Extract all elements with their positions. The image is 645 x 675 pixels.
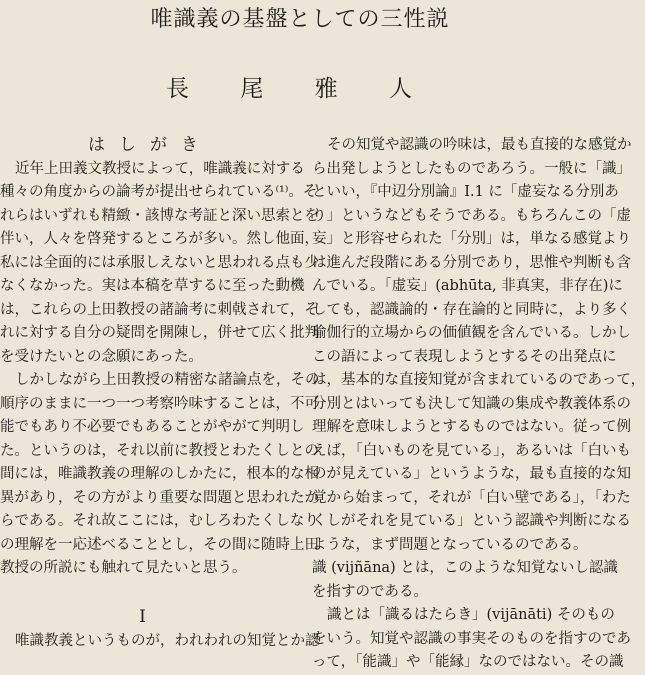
body-line: は進んだ段階にある分別であり，思惟や判断も含	[312, 254, 631, 271]
body-line: えば，「白いものを見ている」，あるいは「白いも	[312, 442, 631, 459]
body-line: しても，認識論的・存在論的と同時に，より多く	[312, 301, 631, 318]
body-line: 異があり，その方がより重要な問題と思われたか	[0, 489, 319, 506]
left-column	[0, 134, 320, 653]
body-line: は，これらの上田教授の諸論考に刺戟されて，そ	[0, 301, 319, 318]
body-line: 種々の角度からの論考が提出せられている⁽¹⁾。そ	[0, 184, 318, 200]
section-heading-roman-one: I	[139, 607, 146, 627]
body-line: なくなかった。実は本稿を草するに至った動機	[0, 278, 305, 294]
body-line: 順序のままに一つ一つ考察吟味することは，不可	[0, 395, 319, 412]
body-line: 伴い，人々を啓発するところが多い。然し他面，	[0, 231, 319, 247]
body-line: 妄」と形容せられた「分別」は，単なる感覚より	[312, 231, 631, 247]
body-line: 能でもあり不必要でもあることがやがて判明し	[0, 419, 305, 435]
body-line: れらはいずれも精緻・該博な考証と深い思索とを	[0, 207, 319, 224]
body-line: ら出発しようとしたものであろう。一般に「識」	[312, 160, 631, 177]
body-line: 理解を意味しようとするものではない。従って例	[312, 419, 631, 435]
body-line: れに対する自分の疑問を開陳し，併せて広く批判	[0, 325, 319, 341]
body-line: 教授の所説にも触れて見たいと思う。	[0, 560, 247, 576]
body-line: 私には全面的には承服しえないと思われる点も少	[0, 254, 319, 271]
body-line: 識とは「識るはたらき」(vijānāti) そのもの	[327, 607, 615, 623]
body-line: んでいる。「虚妄」(abhūta, 非真実，非存在)に	[312, 278, 623, 294]
body-line: らである。それ故ここには，むしろわたくしなり	[0, 513, 319, 529]
body-line: といい，『中辺分別論』I.1 に「虚妄なる分別あ	[312, 184, 619, 200]
body-line: 間には，唯識教義の理解のしかたに，根本的な相	[0, 466, 319, 482]
body-line: その知覚や認識の吟味は，最も直接的な感覚か	[327, 137, 632, 153]
body-line: ような，まず問題となっているのである。	[312, 536, 588, 553]
body-line: のが見えている」というような，最も直接的な知	[312, 466, 631, 482]
body-line: 唯識教義というものが，われわれの知覚とか認	[15, 632, 320, 649]
body-line: しかしながら上田教授の精密な諸論点を，その	[15, 372, 320, 388]
body-line: この語によって表現しようとするその出発点に	[312, 348, 617, 365]
body-line: 識 (vijñāna) とは，このような知覚ないし認識	[312, 560, 618, 576]
body-line: た。というのは，それ以前に教授とわたくしとの	[0, 442, 319, 459]
body-line: 瑜伽行的立場からの価値観を含んでいる。しかし	[312, 325, 631, 341]
author-name: 長 尾 雅 人	[166, 76, 434, 102]
body-line: は，基本的な直接知覚が含まれているのであって，	[312, 372, 645, 388]
body-line: を指すのである。	[312, 583, 428, 600]
body-line: をいう。知覚や認識の事実そのものを指すのであ	[312, 630, 631, 647]
body-line: くしがそれを見ている」という認識や判断になる	[312, 513, 631, 529]
right-column	[312, 134, 645, 675]
body-line: 近年上田義文教授によって，唯識義に対する	[15, 160, 305, 177]
body-line: 分別とはいっても決して知識の集成や教義体系の	[312, 395, 631, 412]
body-line: り」というなどもそうである。もちろんこの「虚	[312, 207, 631, 224]
body-line: って，「能識」や「能縁」なのではない。その識	[312, 654, 624, 670]
paper-title: 唯識義の基盤としての三性説	[150, 7, 450, 32]
section-heading-hashigaki: はしがき	[88, 135, 212, 155]
body-line: の理解を一応述べることとし，その間に随時上田	[0, 536, 319, 553]
body-line: 覚から始まって，それが「白い壁である」，「わた	[312, 489, 631, 506]
body-line: を受けたいとの念願にあった。	[0, 348, 203, 365]
